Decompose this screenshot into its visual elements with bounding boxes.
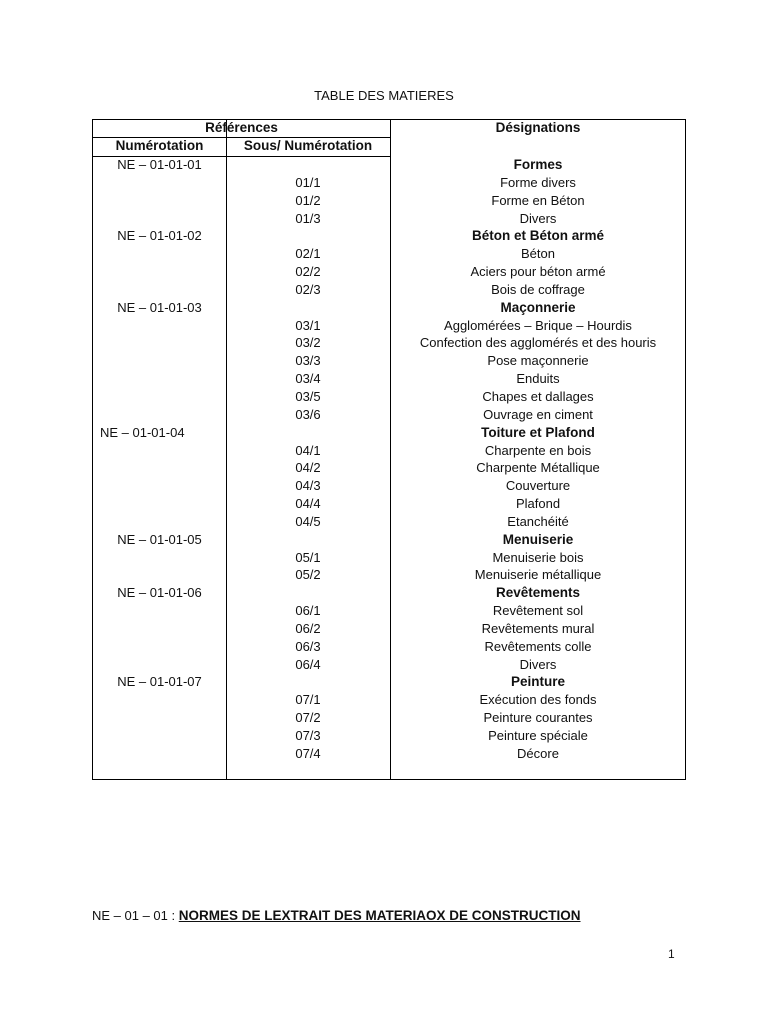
numerotation-cell: NE – 01-01-04 [100,424,185,440]
table-row [93,388,685,406]
designation-cell: Bois de coffrage [491,281,585,297]
designation-cell: Exécution des fonds [479,692,597,708]
table-row [93,299,685,317]
table-row [93,620,685,638]
table-row [93,334,685,352]
category-designation-cell: Toiture et Plafond [481,424,595,440]
table-row [93,656,685,674]
category-designation-cell: Maçonnerie [500,299,576,315]
sous-numerotation-cell: 06/2 [295,620,321,636]
sous-numerotation-cell: 02/3 [295,281,321,297]
table-row [93,442,685,460]
sous-numerotation-cell: 07/1 [295,692,321,708]
sous-numerotation-cell: 07/3 [295,728,321,743]
numerotation-cell: NE – 01-01-03 [117,299,202,315]
designation-cell: Aciers pour béton armé [470,264,606,280]
category-designation-cell: Revêtements [495,585,581,601]
table-row [93,263,685,281]
sous-numerotation-cell: 02/1 [295,246,321,262]
category-designation-cell: Formes [513,157,563,172]
table-row [93,709,685,727]
category-designation-cell: Béton et Béton armé [471,228,605,244]
table-row [93,424,685,442]
designation-cell: Forme en Béton [491,192,585,208]
sous-numerotation-cell: 02/2 [295,264,321,280]
page-title: TABLE DES MATIERES [314,88,454,103]
designation-cell: Béton [521,246,555,262]
sous-numerotation-cell: 01/2 [295,192,321,208]
sous-numerotation-cell: 03/3 [295,353,321,369]
sous-numerotation-cell: 04/1 [295,442,321,458]
designation-cell: Etanchéité [507,513,569,529]
designation-cell: Plafond [515,496,561,512]
designation-cell: Ouvrage en ciment [483,406,593,422]
designation-cell: Menuiserie métallique [474,567,602,583]
designation-cell: Enduits [516,371,560,387]
table-row [93,459,685,477]
sous-numerotation-cell: 03/5 [295,388,321,404]
table-row [93,638,685,656]
sous-numerotation-cell: 07/4 [295,745,321,761]
sous-numerotation-cell: 03/6 [295,406,321,422]
sous-numerotation-cell: 04/4 [295,496,321,512]
section-code: NE – 01 – 01 : [92,908,176,923]
table-row [93,281,685,299]
table-row [93,156,685,174]
designation-cell: Décore [517,745,559,761]
numerotation-cell: NE – 01-01-06 [117,585,202,601]
page-number: 1 [668,947,675,961]
table-row [93,245,685,263]
table-row [93,495,685,513]
designation-cell: Charpente Métallique [476,460,600,476]
sous-numerotation-cell: 04/5 [295,513,321,529]
table-row [93,210,685,228]
table-row [93,531,685,549]
sous-numerotation-cell: 03/4 [295,371,321,387]
table-row [93,745,685,763]
table-row [93,317,685,335]
category-designation-cell: Menuiserie [502,531,574,547]
table-row [93,673,685,691]
table-row [93,602,685,620]
references-header: Références [205,120,278,135]
numerotation-cell: NE – 01-01-05 [117,531,202,547]
designation-cell: Charpente en bois [484,442,592,458]
sous-numerotation-cell: 03/2 [295,335,321,351]
designation-cell: Forme divers [500,174,576,190]
section-heading: NORMES DE LEXTRAIT DES MATERIAOX DE CONSTRUCTION [178,908,581,923]
designation-cell: Peinture courantes [483,710,593,726]
designation-cell: Pose maçonnerie [487,353,589,369]
designation-cell: Couverture [505,478,571,494]
table-row [93,406,685,424]
designation-cell: Peinture spéciale [488,728,588,743]
sous-numerotation-header: Sous/ Numérotation [243,138,373,153]
numerotation-header: Numérotation [115,138,204,153]
table-row [93,691,685,709]
numerotation-cell: NE – 01-01-02 [117,228,202,244]
table-row [93,370,685,388]
table-row [93,477,685,495]
designation-cell: Confection des agglomérés et des houris [419,335,657,351]
sous-numerotation-cell: 07/2 [295,710,321,726]
sous-numerotation-cell: 06/4 [295,656,321,672]
designation-cell: Chapes et dallages [482,388,594,404]
designation-cell: Menuiserie bois [492,549,584,565]
table-row [93,727,685,745]
designation-cell: Divers [519,656,557,672]
designation-cell: Agglomérées – Brique – Hourdis [444,317,632,333]
designation-cell: Revêtement sol [492,603,584,619]
table-row [93,549,685,567]
toc-table [92,119,686,780]
table-row [93,174,685,192]
table-row [93,227,685,245]
sous-numerotation-cell: 03/1 [295,317,321,333]
section-heading-line [92,908,581,923]
designation-cell: Revêtements mural [481,620,595,636]
designation-cell: Revêtements colle [484,638,592,654]
table-row [93,584,685,602]
sous-numerotation-cell: 04/3 [295,478,321,494]
table-row [93,192,685,210]
sous-numerotation-cell: 04/2 [295,460,321,476]
numerotation-cell: NE – 01-01-01 [117,157,202,172]
sous-numerotation-cell: 01/3 [295,210,321,226]
table-row [93,566,685,584]
sous-numerotation-cell: 01/1 [295,174,321,190]
designation-cell: Divers [519,210,557,226]
sous-numerotation-cell: 05/2 [295,567,321,583]
category-designation-cell: Peinture [510,674,565,690]
sous-numerotation-cell: 05/1 [295,549,321,565]
table-row [93,513,685,531]
sous-numerotation-cell: 06/1 [295,603,321,619]
designations-header: Désignations [495,120,581,135]
numerotation-cell: NE – 01-01-07 [117,674,202,690]
table-body [93,156,685,763]
table-row [93,352,685,370]
sous-numerotation-cell: 06/3 [295,638,321,654]
